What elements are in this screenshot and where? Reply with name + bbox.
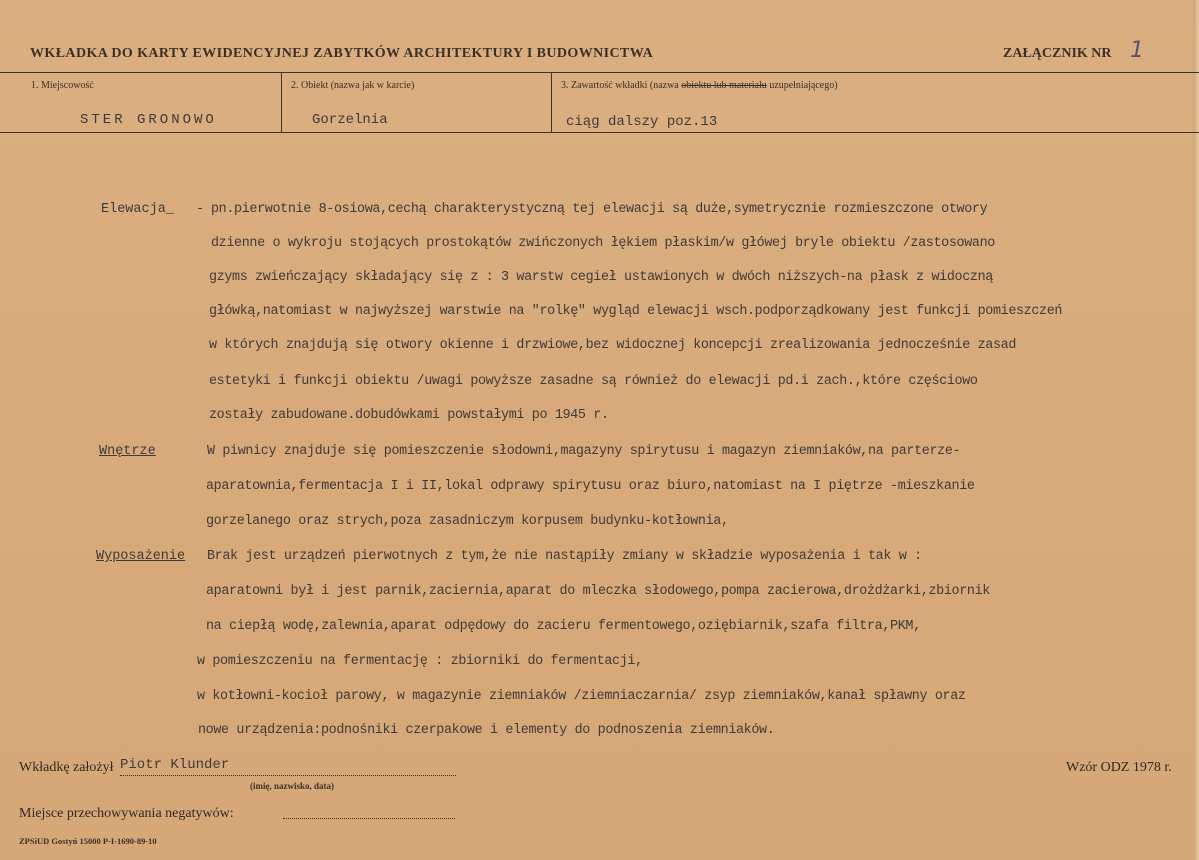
created-by-value: Piotr Klunder [120, 757, 230, 773]
equipment-line-6: nowe urządzenia:podnośniki czerpakowe i elementy do podnoszenia ziemniaków. [198, 723, 775, 738]
object-label: 2. Obiekt (nazwa jak w karcie) [291, 80, 415, 91]
elevation-line-7: zostały zabudowane.dobudówkami powstałymi po 1945 r. [209, 408, 609, 423]
created-by-hint: (imię, nazwisko, data) [250, 781, 334, 791]
print-info: ZPSiUD Gostyń 15000 P-I-1690-89-10 [19, 836, 157, 846]
negatives-dotted-line [283, 818, 455, 819]
interior-line-1: W piwnicy znajduje się pomieszczenie słodowni,magazyny spirytusu i magazyn ziemniaków,na parterze- [207, 444, 961, 459]
header-divider [0, 72, 1199, 73]
place-value: STER GRONOWO [80, 112, 217, 128]
annex-number: 1 [1130, 38, 1144, 63]
interior-label: Wnętrze [99, 444, 156, 459]
content-value: ciąg dalszy poz.13 [566, 114, 718, 130]
equipment-line-3: na ciepłą wodę,zalewnia,aparat odpędowy do zacieru fermentowego,oziębiarnik,szafa filtra,PKM, [206, 619, 921, 634]
equipment-line-5: w kotłowni-kocioł parowy, w magazynie ziemniaków /ziemniaczarnia/ zsyp ziemniaków,kanał spławny oraz [197, 689, 966, 704]
fields-bottom-divider [0, 132, 1199, 133]
elevation-line-2: dzienne o wykroju stojących prostokątów zwińczonych łękiem płaskim/w główej bryle obiektu /zastosowano [211, 236, 995, 251]
content-label-part-c: uzupełniającego) [769, 80, 838, 91]
interior-line-3: gorzelanego oraz strych,poza zasadniczym korpusem budynku-kotłownia, [206, 514, 729, 529]
content-label-part-a: 3. Zawartość wkładki (nazwa [561, 80, 679, 91]
equipment-line-4: w pomieszczeniu na fermentację : zbiorniki do fermentacji, [197, 654, 643, 669]
elevation-line-3: gzyms zwieńczający składający się z : 3 warstw cegieł ustawionych w dwóch niższych-na płask z widoczną [209, 270, 993, 285]
equipment-line-1: Brak jest urządzeń pierwotnych z tym,że nie nastąpiły zmiany w składzie wyposażenia i tak w : [207, 549, 922, 564]
field-divider-1 [281, 72, 282, 133]
field-divider-2 [551, 72, 552, 133]
content-label-struck: obiektu lub materiału [681, 80, 767, 91]
elevation-line-4: główką,natomiast w najwyższej warstwie na "rolkę" wygląd elewacji wsch.podporządkowany jest funkcji pomieszczeń [209, 304, 1063, 319]
annex-label: ZAŁĄCZNIK NR [1003, 46, 1112, 61]
elevation-label: Elewacja_ [101, 202, 174, 217]
equipment-line-2: aparatowni był i jest parnik,zaciernia,aparat do mleczka słodowego,pompa zacierowa,drożdżarki,zbiornik [206, 584, 990, 599]
negatives-label: Miejsce przechowywania negatywów: [19, 806, 234, 821]
elevation-line-5: w których znajdują się otwory okienne i drzwiowe,bez widocznej koncepcji zrealizowania jednocześnie zasad [209, 338, 1016, 353]
created-by-dotted-line [120, 775, 456, 776]
equipment-label: Wyposażenie [96, 549, 186, 564]
form-reference: Wzór ODZ 1978 r. [1066, 760, 1172, 775]
content-label [561, 80, 838, 91]
elevation-line-6: estetyki i funkcji obiektu /uwagi powyższe zasadne są również do elewacji pd.i zach.,które częściowo [209, 374, 978, 389]
created-by-label: Wkładkę założył [19, 760, 114, 775]
interior-line-2: aparatownia,fermentacja I i II,lokal odprawy spirytusu oraz biuro,natomiast na I piętrze -mieszkanie [206, 479, 975, 494]
form-title: WKŁADKA DO KARTY EWIDENCYJNEJ ZABYTKÓW ARCHITEKTURY I BUDOWNICTWA [30, 46, 654, 61]
object-value: Gorzelnia [312, 112, 388, 128]
elevation-line-1: pn.pierwotnie 8-osiowa,cechą charakterystyczną tej elewacji są duże,symetrycznie rozmieszczone otwory [211, 202, 988, 217]
card-edge [1193, 0, 1199, 860]
elevation-dash: - [196, 202, 205, 217]
place-label: 1. Miejscowość [31, 80, 94, 91]
